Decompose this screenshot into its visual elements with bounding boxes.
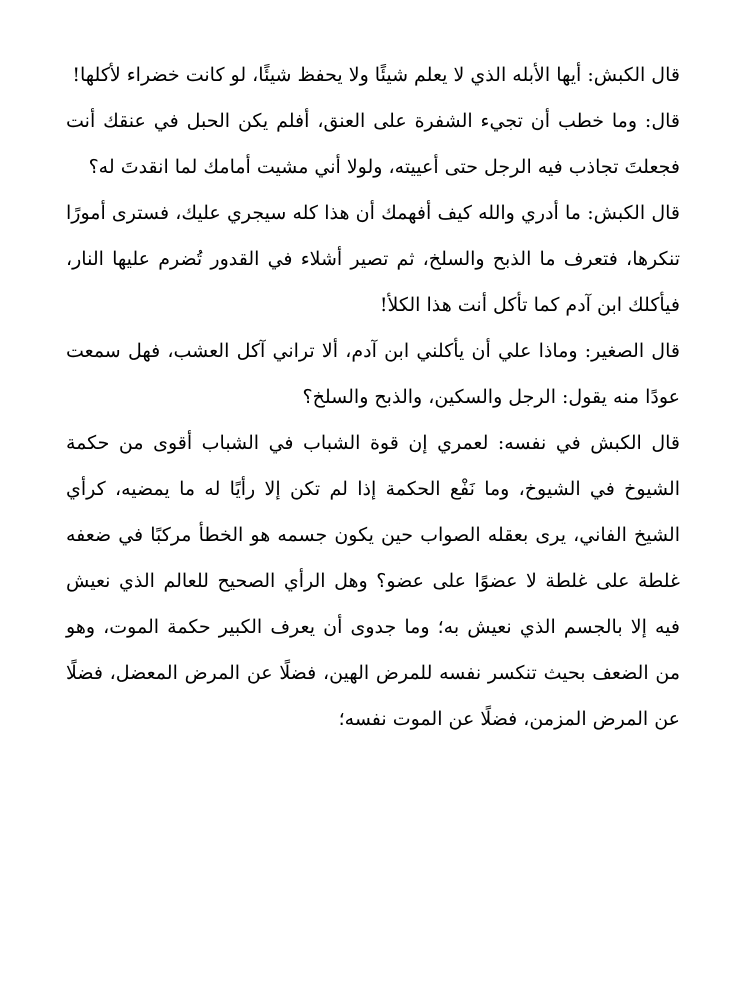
paragraph-4: قال الصغير: وماذا علي أن يأكلني ابن آدم، ألا تراني آكل العشب، فهل سمعت عودًا منه يقول: الرجل والسكين، والذبح والسلخ؟	[66, 340, 680, 408]
paragraph-2: قال: وما خطب أن تجيء الشفرة على العنق، أفلم يكن الحبل في عنقك أنت فجعلتَ تجاذب فيه الرجل حتى أعييته، ولولا أني مشيت أمامك لما انقدتَ له؟	[66, 110, 680, 178]
paragraph-1: قال الكبش: أيها الأبله الذي لا يعلم شيئًا ولا يحفظ شيئًا، لو كانت خضراء لأكلها!	[72, 64, 680, 86]
paragraph-3: قال الكبش: ما أدري والله كيف أفهمك أن هذا كله سيجري عليك، فسترى أمورًا تنكرها، فتعرف ما الذبح والسلخ، ثم تصير أشلاء في القدور تُضرم عليها النار، فيأكلك ابن آدم كما تأكل أنت هذا الكلأ!	[66, 202, 680, 316]
paragraph-5: قال الكبش في نفسه: لعمري إن قوة الشباب في الشباب أقوى من حكمة الشيوخ في الشيوخ، وما نَفْع الحكمة إذا لم تكن إلا رأيًا له ما يمضيه، كرأي الشيخ الفاني، يرى بعقله الصواب حين يكون جسمه هو الخطأ مركبًا في ضعفه غلطة على غلطة لا عضوًا على عضو؟ وهل الرأي الصحيح للعالم الذي نعيش فيه إلا بالجسم الذي نعيش به؛ وما جدوى أن يعرف الكبير حكمة الموت، وهو من الضعف بحيث تنكسر نفسه للمرض الهين، فضلًا عن المرض المعضل، فضلًا عن المرض المزمن، فضلًا عن الموت نفسه؛	[66, 432, 680, 730]
document-page	[66, 52, 680, 742]
